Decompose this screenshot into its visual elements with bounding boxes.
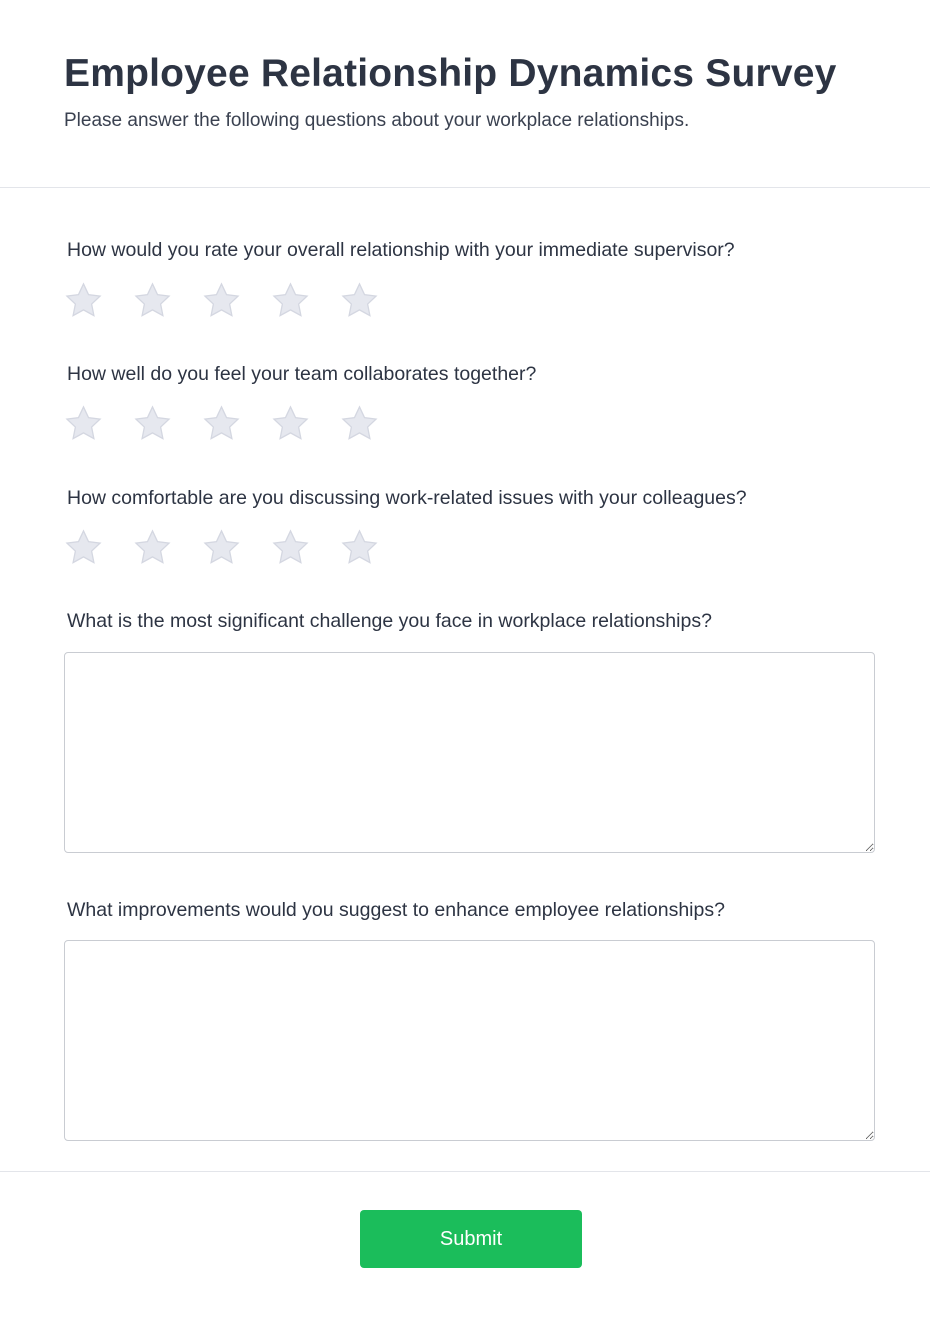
footer-divider [0, 1171, 930, 1172]
star-icon[interactable] [271, 404, 310, 443]
page-title: Employee Relationship Dynamics Survey [64, 52, 837, 95]
star-icon[interactable] [202, 404, 241, 443]
question-5-label: What improvements would you suggest to enhance employee relationships? [67, 899, 725, 921]
star-icon[interactable] [271, 281, 310, 320]
improvements-textarea[interactable] [64, 940, 875, 1141]
question-3-label: How comfortable are you discussing work-related issues with your colleagues? [67, 487, 747, 509]
star-icon[interactable] [133, 528, 172, 567]
star-icon[interactable] [64, 528, 103, 567]
rating-question-3-stars [64, 528, 379, 567]
submit-button[interactable]: Submit [360, 1210, 582, 1268]
star-icon[interactable] [271, 528, 310, 567]
star-icon[interactable] [133, 281, 172, 320]
question-4-label: What is the most significant challenge you face in workplace relationships? [67, 610, 712, 632]
star-icon[interactable] [64, 404, 103, 443]
star-icon[interactable] [64, 281, 103, 320]
star-icon[interactable] [202, 528, 241, 567]
survey-header [0, 0, 930, 188]
challenge-textarea[interactable] [64, 652, 875, 853]
rating-question-2-stars [64, 404, 379, 443]
star-icon[interactable] [340, 404, 379, 443]
star-icon[interactable] [202, 281, 241, 320]
question-1-label: How would you rate your overall relationship with your immediate supervisor? [67, 239, 735, 261]
page-subtitle: Please answer the following questions about your workplace relationships. [64, 110, 690, 131]
improvements-textarea-wrap [64, 940, 875, 1141]
star-icon[interactable] [340, 281, 379, 320]
star-icon[interactable] [133, 404, 172, 443]
rating-question-1-stars [64, 281, 379, 320]
challenge-textarea-wrap [64, 652, 875, 853]
star-icon[interactable] [340, 528, 379, 567]
question-2-label: How well do you feel your team collaborates together? [67, 363, 537, 385]
